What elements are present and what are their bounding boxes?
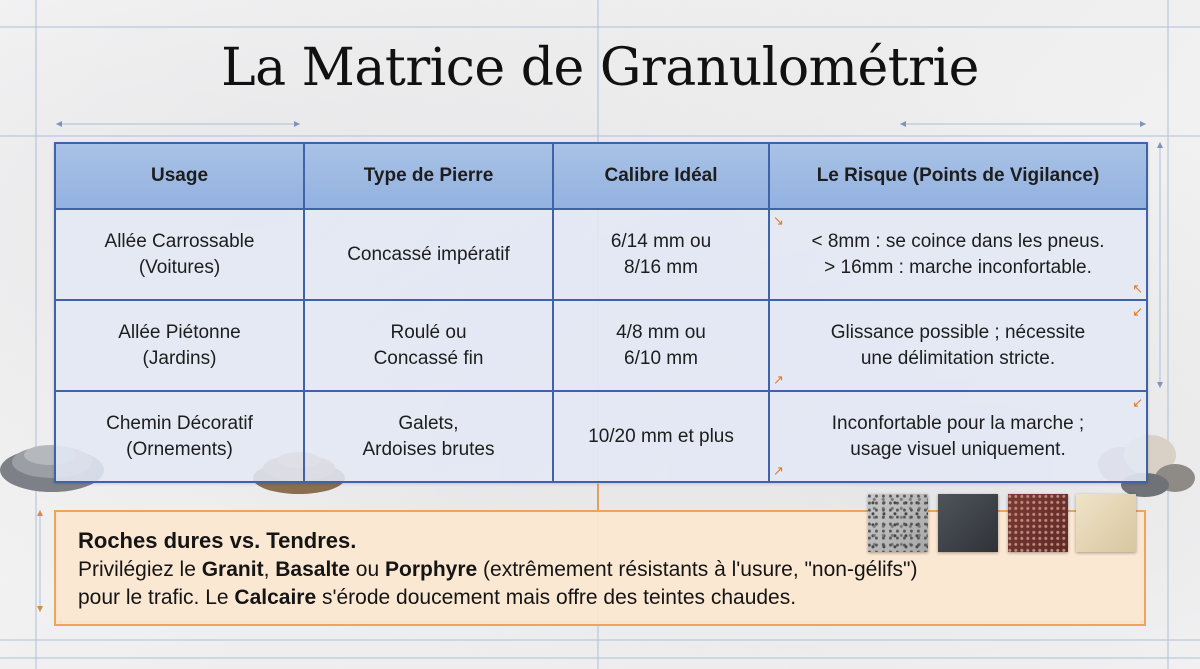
calcaire-highlight: Calcaire: [234, 586, 317, 610]
table-row: [55, 209, 1147, 300]
arrow-corner-icon: ↖: [1132, 281, 1143, 296]
cell-ideal-size: 6/14 mm ou 8/16 mm: [610, 230, 712, 278]
header-ideal-size: Calibre Idéal: [553, 143, 769, 209]
arrow-corner-icon: ↘: [773, 213, 784, 228]
page-title: La Matrice de Granulométrie: [221, 38, 979, 98]
cell-usage: Chemin Décoratif (Ornements): [106, 412, 253, 460]
cell-risk: Glissance possible ; nécessite une délimitation stricte.: [830, 321, 1086, 369]
arrow-corner-icon: ↗: [773, 463, 784, 478]
granite-swatch: [868, 494, 928, 552]
porphyry-swatch: [1008, 494, 1068, 552]
header-risk: Le Risque (Points de Vigilance): [769, 143, 1147, 209]
header-usage: Usage: [55, 143, 304, 209]
granulometry-table: [54, 142, 1148, 483]
cell-stone-type: Concassé impératif: [347, 243, 510, 265]
cell-risk: < 8mm : se coince dans les pneus. > 16mm : marche inconfortable.: [811, 230, 1105, 278]
table-row: [55, 391, 1147, 482]
table-header-row: [55, 143, 1147, 209]
cell-ideal-size: 10/20 mm et plus: [588, 425, 734, 447]
cell-stone-type: Roulé ou Concassé fin: [373, 321, 484, 369]
note-line-2: pour le trafic. Le Calcaire s'érode doucement mais offre des teintes chaudes.: [78, 586, 797, 610]
note-title: Roches dures vs. Tendres.: [78, 528, 357, 553]
granit-highlight: Granit: [201, 557, 264, 581]
arrow-corner-icon: ↗: [773, 372, 784, 387]
cell-ideal-size: 4/8 mm ou 6/10 mm: [616, 321, 706, 369]
limestone-swatch: [1076, 494, 1136, 552]
header-stone-type: Type de Pierre: [304, 143, 553, 209]
cell-usage: Allée Carrossable (Voitures): [104, 230, 255, 278]
arrow-corner-icon: ↙: [1132, 304, 1143, 319]
cell-stone-type: Galets, Ardoises brutes: [362, 412, 495, 460]
cell-risk: Inconfortable pour la marche ; usage visuel uniquement.: [831, 412, 1085, 460]
porphyre-highlight: Porphyre: [384, 557, 478, 581]
basalt-swatch: [938, 494, 998, 552]
arrow-corner-icon: ↙: [1132, 395, 1143, 410]
cell-usage: Allée Piétonne (Jardins): [118, 321, 241, 369]
basalte-highlight: Basalte: [275, 557, 350, 581]
table-row: [55, 300, 1147, 391]
note-line-1: Privilégiez le Granit, Basalte ou Porphyre (extrêmement résistants à l'usure, "non-gélifs"): [78, 557, 918, 581]
